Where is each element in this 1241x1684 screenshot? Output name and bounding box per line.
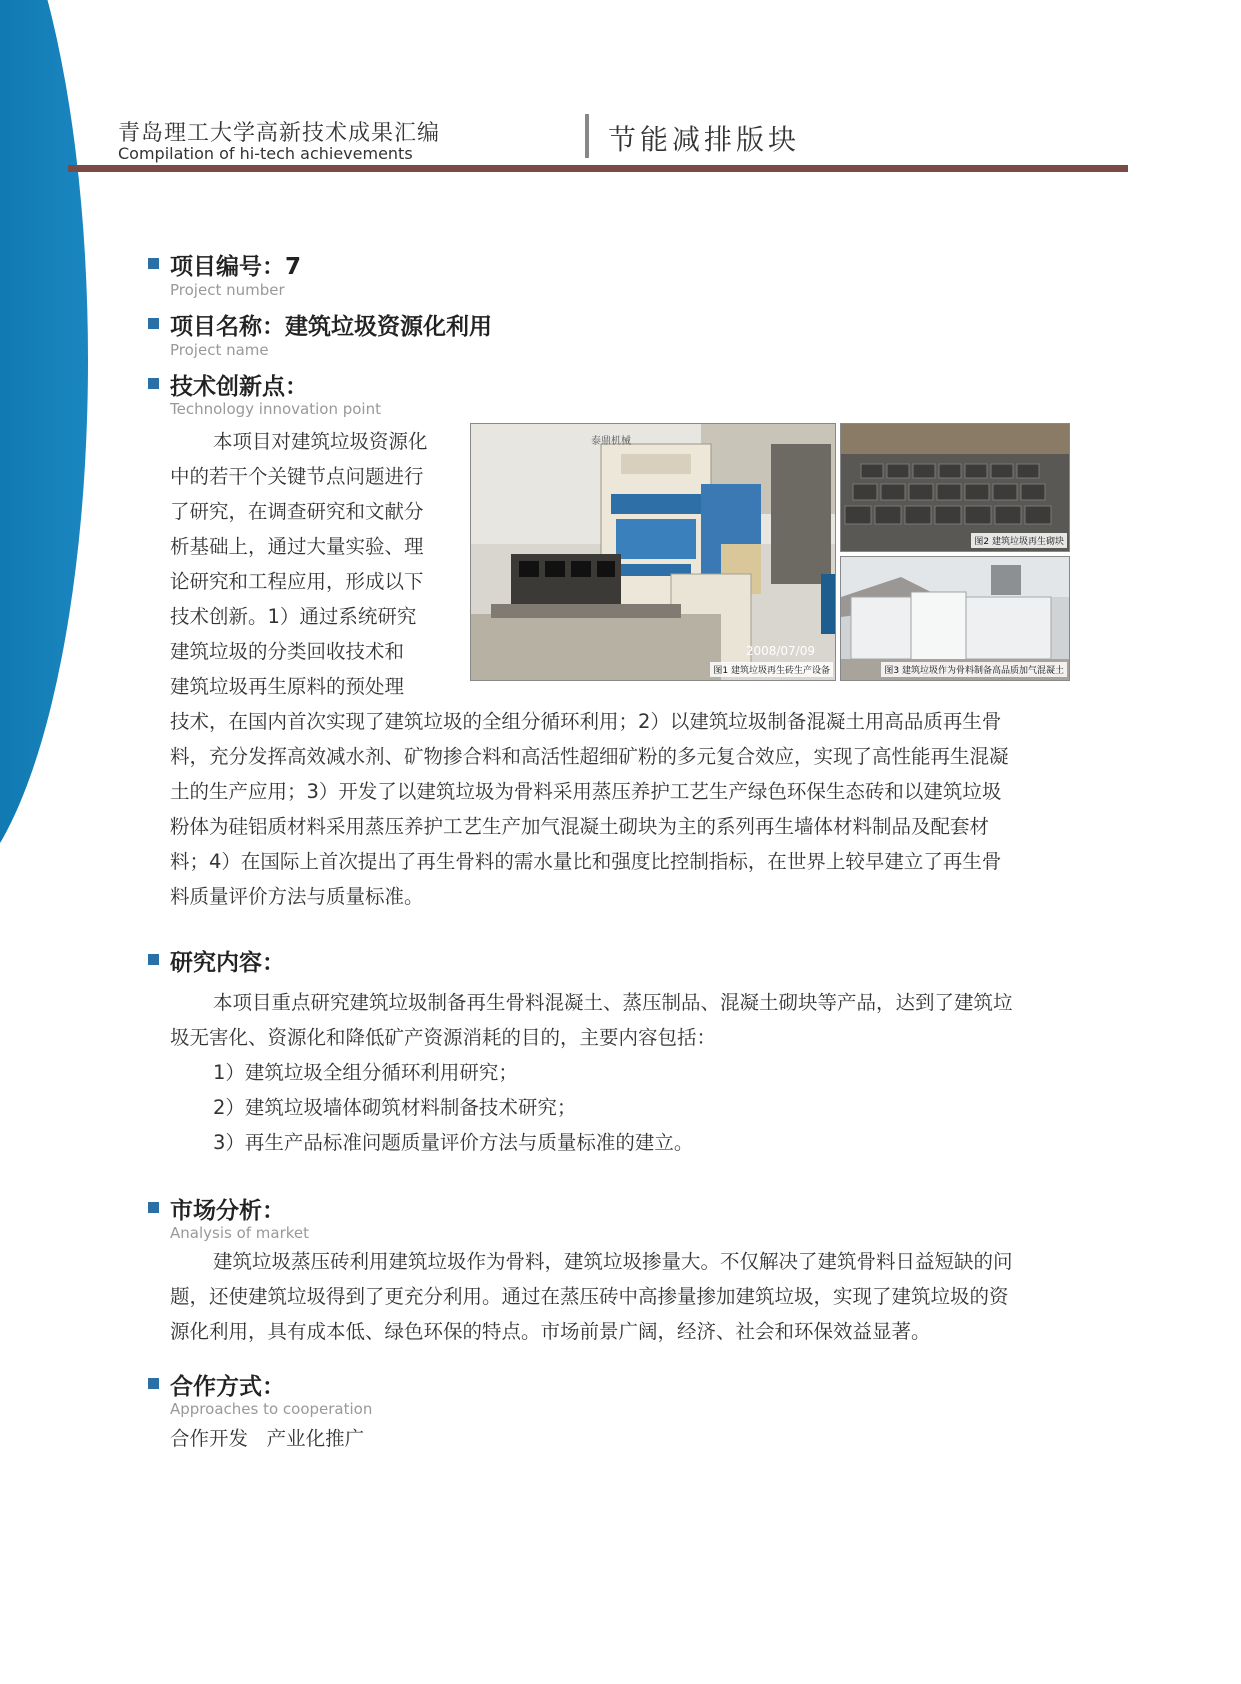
text-line: 3）再生产品标准问题质量评价方法与质量标准的建立。	[213, 1131, 694, 1154]
text-line: 建筑垃圾蒸压砖利用建筑垃圾作为骨料，建筑垃圾掺量大。不仅解决了建筑骨料日益短缺的问	[213, 1250, 1013, 1273]
header-section-title: 节能减排版块	[608, 123, 801, 156]
photo-caption: 图1 建筑垃圾再生砖生产设备	[710, 662, 833, 677]
text-line: 本项目重点研究建筑垃圾制备再生骨料混凝土、蒸压制品、混凝土砌块等产品，达到了建筑垃	[213, 991, 1013, 1014]
text-line: 论研究和工程应用，形成以下	[170, 570, 424, 593]
text-line: 题，还使建筑垃圾得到了更充分利用。通过在蒸压砖中高掺量掺加建筑垃圾，实现了建筑垃圾的资	[170, 1285, 1009, 1308]
project-name-subtitle: Project name	[170, 341, 269, 359]
innovation-heading: 技术创新点：	[170, 374, 308, 400]
bullet-square-icon	[148, 1378, 159, 1389]
text-line: 源化利用，具有成本低、绿色环保的特点。市场前景广阔，经济、社会和环保效益显著。	[170, 1320, 931, 1343]
cooperation-value: 合作开发 产业化推广	[170, 1427, 365, 1450]
text-line: 建筑垃圾再生原料的预处理	[170, 675, 405, 698]
header-rule	[68, 165, 1128, 172]
blocks-illustration	[841, 424, 1069, 551]
bullet-square-icon	[148, 318, 159, 329]
photo-caption: 图3 建筑垃圾作为骨料制备高品质加气混凝土	[881, 662, 1067, 677]
text-line: 本项目对建筑垃圾资源化	[213, 430, 428, 453]
side-decoration-arc	[0, 0, 88, 900]
bullet-square-icon	[148, 954, 159, 965]
text-line: 建筑垃圾的分类回收技术和	[170, 640, 405, 663]
research-text	[170, 985, 1080, 1160]
photo-production-equipment	[470, 423, 836, 681]
project-number-heading: 项目编号：7	[170, 254, 302, 280]
market-text	[170, 1244, 1080, 1349]
project-number-subtitle: Project number	[170, 281, 285, 299]
text-line: 土的生产应用；3）开发了以建筑垃圾为骨料采用蒸压养护工艺生产绿色环保生态砖和以建筑垃圾	[170, 780, 1002, 803]
text-line: 技术，在国内首次实现了建筑垃圾的全组分循环利用；2）以建筑垃圾制备混凝土用高品质再生骨	[170, 710, 1002, 733]
bullet-square-icon	[148, 1202, 159, 1213]
photo-date: 2008/07/09	[745, 644, 815, 658]
text-line: 技术创新。1）通过系统研究	[170, 605, 417, 628]
innovation-text-wide	[170, 704, 1080, 914]
project-name-heading: 项目名称：建筑垃圾资源化利用	[170, 314, 492, 340]
text-line: 料；4）在国际上首次提出了再生骨料的需水量比和强度比控制指标，在世界上较早建立了再生骨	[170, 850, 1002, 873]
machine-sign: 泰鼎机械	[591, 436, 631, 447]
market-subtitle: Analysis of market	[170, 1224, 310, 1242]
bullet-square-icon	[148, 378, 159, 389]
text-line: 2）建筑垃圾墙体砌筑材料制备技术研究；	[213, 1096, 577, 1119]
text-line: 析基础上，通过大量实验、理	[170, 535, 424, 558]
cooperation-subtitle: Approaches to cooperation	[170, 1400, 373, 1418]
text-line: 1）建筑垃圾全组分循环利用研究；	[213, 1061, 518, 1084]
innovation-subtitle: Technology innovation point	[170, 400, 381, 418]
innovation-text-narrow	[170, 424, 455, 704]
text-line: 圾无害化、资源化和降低矿产资源消耗的目的，主要内容包括：	[170, 1026, 717, 1049]
photo-aerated-concrete	[840, 556, 1070, 681]
text-line: 中的若干个关键节点问题进行	[170, 465, 424, 488]
text-line: 料质量评价方法与质量标准。	[170, 885, 424, 908]
machinery-illustration	[471, 424, 835, 680]
photo-recycled-blocks	[840, 423, 1070, 552]
text-line: 了研究，在调查研究和文献分	[170, 500, 424, 523]
cooperation-heading: 合作方式：	[170, 1374, 285, 1400]
market-heading: 市场分析：	[170, 1198, 285, 1224]
bullet-square-icon	[148, 258, 159, 269]
header-title-cn: 青岛理工大学高新技术成果汇编	[118, 121, 441, 146]
research-heading: 研究内容：	[170, 950, 285, 976]
text-line: 料，充分发挥高效减水剂、矿物掺合料和高活性超细矿粉的多元复合效应，实现了高性能再生混凝	[170, 745, 1009, 768]
text-line: 粉体为硅铝质材料采用蒸压养护工艺生产加气混凝土砌块为主的系列再生墙体材料制品及配套材	[170, 815, 990, 838]
photo-caption: 图2 建筑垃圾再生砌块	[971, 533, 1067, 548]
header-divider	[585, 114, 589, 158]
header-title-en: Compilation of hi-tech achievements	[118, 144, 413, 163]
